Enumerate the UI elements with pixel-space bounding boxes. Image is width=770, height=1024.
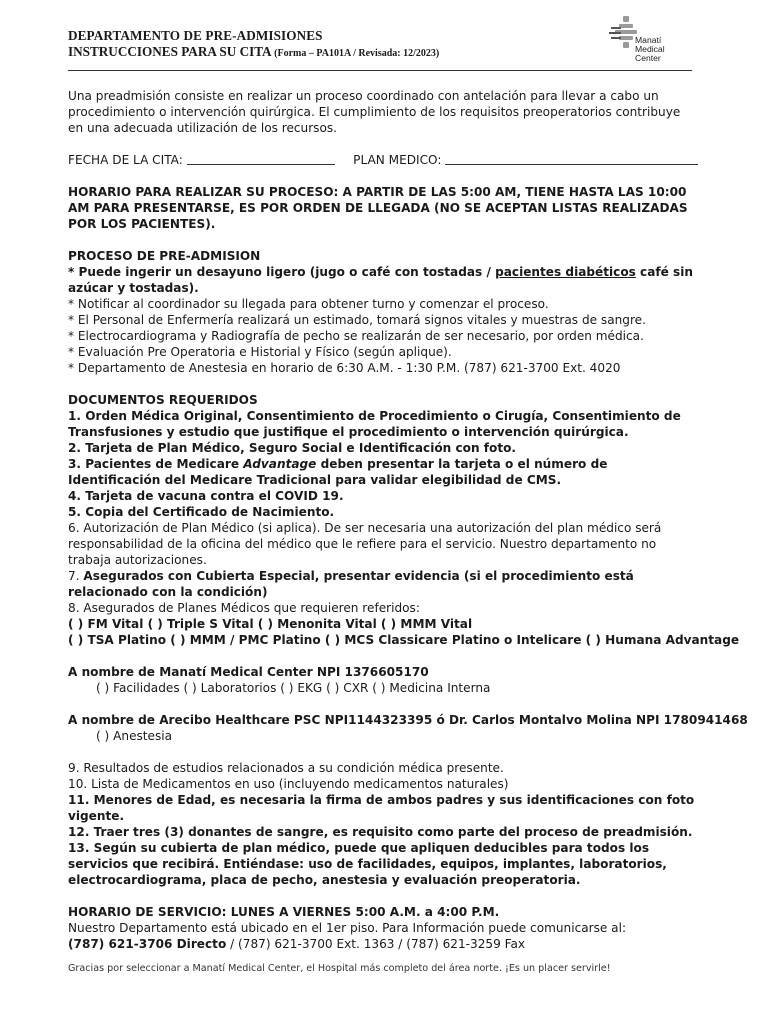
intro-paragraph: Una preadmisión consiste en realizar un proceso coordinado con antelación para llevar a cabo un procedimiento o intervención quirúrgica. El cumplimiento de los requisitos preoperatorios contribuye en una adecuada utilización de los recursos. xyxy=(68,89,681,135)
documento-3-a: 3. Pacientes de Medicare xyxy=(68,457,244,471)
documento-10: 10. Lista de Medicamentos en uso (incluyendo medicamentos naturales) xyxy=(68,777,509,791)
documento-11: 11. Menores de Edad, es necesaria la firma de ambos padres y sus identificaciones con foto vigente. xyxy=(68,793,695,823)
documento-3 xyxy=(68,456,698,488)
documento-2: 2. Tarjeta de Plan Médico, Seguro Social e Identificación con foto. xyxy=(68,441,517,455)
plan-checkboxes-1[interactable]: ( ) FM Vital ( ) Triple S Vital ( ) Menonita Vital ( ) MMM Vital xyxy=(68,617,473,631)
documentos-heading: DOCUMENTOS REQUERIDOS xyxy=(68,393,258,407)
appointment-fields xyxy=(68,152,698,168)
plan-checkboxes-2[interactable]: ( ) TSA Platino ( ) MMM / PMC Platino ( ) MCS Classicare Platino o Intelicare ( ) Humana Advantage xyxy=(68,633,740,647)
proceso-item: * Evaluación Pre Operatoria e Historial y Físico (según aplique). xyxy=(68,345,452,359)
documento-7-text: Asegurados con Cubierta Especial, presentar evidencia (si el procedimiento está relacionado con la condición) xyxy=(68,569,634,599)
department-title: DEPARTAMENTO DE PRE-ADMISIONES xyxy=(68,28,323,43)
fecha-label: FECHA DE LA CITA: xyxy=(68,153,183,167)
documento-4: 4. Tarjeta de vacuna contra el COVID 19. xyxy=(68,489,344,503)
document-body xyxy=(68,88,748,952)
phone-direct: (787) 621-3706 Directo xyxy=(68,937,227,951)
fecha-blank[interactable] xyxy=(187,152,336,165)
proceso-item: * Departamento de Anestesia en horario de 6:30 A.M. - 1:30 P.M. (787) 621-3700 Ext. 4020 xyxy=(68,361,621,375)
documento-3-b: deben presentar la tarjeta o el número de Identificación del Medicare Tradicional para validar elegibilidad de CMS. xyxy=(68,457,608,487)
proceso-item-1-b: café sin azúcar y tostadas). xyxy=(68,265,694,295)
documento-9: 9. Resultados de estudios relacionados a su condición médica presente. xyxy=(68,761,504,775)
documento-3-italic: Advantage xyxy=(243,457,317,471)
plan-label: PLAN MEDICO: xyxy=(353,153,442,167)
arecibo-options[interactable]: ( ) Anestesia xyxy=(96,729,173,743)
document-header xyxy=(68,28,608,61)
arecibo-heading: A nombre de Arecibo Healthcare PSC NPI1144323395 ó Dr. Carlos Montalvo Molina NPI 1780941468 xyxy=(68,713,748,727)
plan-blank[interactable] xyxy=(445,152,698,165)
proceso-item: * Electrocardiograma y Radiografía de pecho se realizarán de ser necesario, por orden médica. xyxy=(68,329,644,343)
documento-8: 8. Asegurados de Planes Médicos que requieren referidos: xyxy=(68,601,420,615)
documento-7 xyxy=(68,568,698,600)
manati-options[interactable]: ( ) Facilidades ( ) Laboratorios ( ) EKG ( ) CXR ( ) Medicina Interna xyxy=(96,681,491,695)
proceso-item: * Notificar al coordinador su llegada para obtener turno y comenzar el proceso. xyxy=(68,297,549,311)
proceso-heading: PROCESO DE PRE-ADMISION xyxy=(68,249,261,263)
documento-12: 12. Traer tres (3) donantes de sangre, es requisito como parte del proceso de preadmisión. xyxy=(68,825,693,839)
documento-13: 13. Según su cubierta de plan médico, puede que apliquen deducibles para todos los servicios que recibirá. Entiéndase: uso de facilidades, equipos, implantes, laboratorios, electrocardiograma, placa de pecho, anestesia y evaluación preoperatoria. xyxy=(68,841,667,887)
footer-text: Gracias por seleccionar a Manatí Medical Center, el Hospital más completo del área norte. ¡Es un placer servirle! xyxy=(68,963,611,974)
form-subtitle xyxy=(68,44,608,61)
proceso-item-1 xyxy=(68,264,698,296)
documento-6: 6. Autorización de Plan Médico (si aplica). De ser necesaria una autorización del plan médico será responsabilidad de la oficina del médico que le refiere para el servicio. Nuestro departamento no trabaja autorizaciones. xyxy=(68,521,662,567)
logo-text xyxy=(635,36,665,63)
phone-rest: / (787) 621-3700 Ext. 1363 / (787) 621-3259 Fax xyxy=(226,937,526,951)
documento-7-number: 7. xyxy=(68,569,84,583)
manati-heading: A nombre de Manatí Medical Center NPI 1376605170 xyxy=(68,665,429,679)
servicio-heading: HORARIO DE SERVICIO: LUNES A VIERNES 5:00 A.M. a 4:00 P.M. xyxy=(68,905,500,919)
servicio-phones xyxy=(68,936,698,952)
horario-proceso: HORARIO PARA REALIZAR SU PROCESO: A PARTIR DE LAS 5:00 AM, TIENE HASTA LAS 10:00 AM PARA PRESENTARSE, ES POR ORDEN DE LLEGADA (NO SE ACEPTAN LISTAS REALIZADAS POR LOS PACIENTES). xyxy=(68,185,688,231)
proceso-item-1-underlined: pacientes diabéticos xyxy=(495,265,636,279)
servicio-info: Nuestro Departamento está ubicado en el 1er piso. Para Información puede comunicarse al: xyxy=(68,921,627,935)
header-divider xyxy=(68,70,692,71)
logo-line-3: Center xyxy=(635,53,661,63)
form-revision: (Forma – PA101A / Revisada: 12/2023) xyxy=(274,48,440,59)
logo-line-2: Medical xyxy=(635,44,665,54)
subtitle-text: INSTRUCCIONES PARA SU CITA xyxy=(68,44,271,59)
documento-5: 5. Copia del Certificado de Nacimiento. xyxy=(68,505,335,519)
logo-line-1: Manatí xyxy=(635,35,662,45)
proceso-item-1-a: * Puede ingerir un desayuno ligero (jugo o café con tostadas / xyxy=(68,265,496,279)
documento-1: 1. Orden Médica Original, Consentimiento de Procedimiento o Cirugía, Consentimiento de Transfusiones y estudio que justifique el procedimiento o intervención quirúrgica. xyxy=(68,409,681,439)
proceso-item: * El Personal de Enfermería realizará un estimado, tomará signos vitales y muestras de sangre. xyxy=(68,313,646,327)
